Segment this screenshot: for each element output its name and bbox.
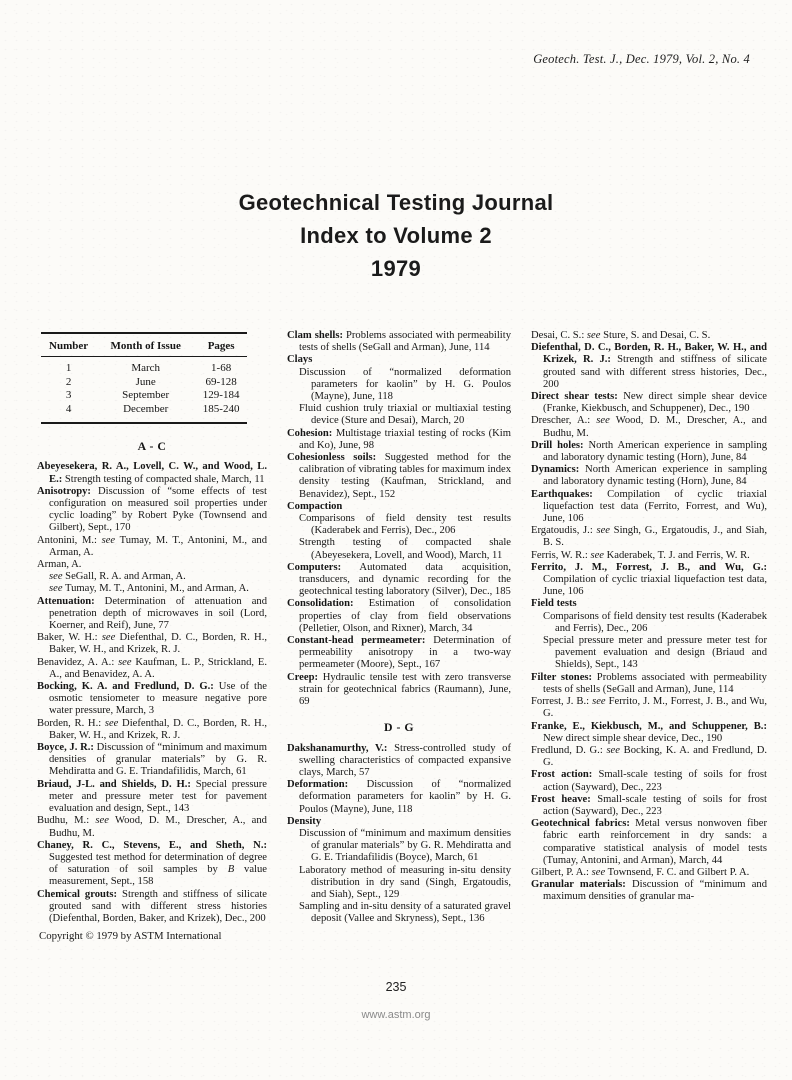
entry-text: Desai, C. S.: [531,330,587,341]
index-columns [37,330,767,942]
entry-text: Diefenthal, D. C., Borden, R. H., Baker, W. H., and Krizek, R. J. [49,632,267,656]
entry-text: Laboratory method of measuring in-situ density distribution in dry sand (Singh, Ergatoudis, and Siah), Sept., 129 [299,864,511,900]
entry-text: Ferris, W. R.: [531,549,591,561]
entry-text: Strength and stiffness of silicate grouted sand with different stress histories (Diefenthal, Borden, Baker, and Krizek), Dec., 200 [49,888,267,924]
entry-text: Discussion of “minimum and maximum densities of granular ma- [543,879,767,903]
entry-term: Constant-head permeameter: [287,635,426,647]
entry-text: value measurement, Sept., 158 [49,864,267,888]
index-column-1 [37,330,267,942]
issue-number: 3 [65,389,72,402]
index-entry [531,721,767,745]
entry-term: Compaction [287,500,343,512]
issue-table-row [41,389,247,403]
entry-text: Determination of permeability anisotropy in a two-way permeameter (Moore), Sept., 167 [299,635,511,671]
index-column-2 [287,330,511,942]
entry-text: Problems associated with permeability tests of shells (SeGall and Arman), June, 114 [299,330,511,354]
index-entry [531,562,767,599]
entry-text: Strength testing of compacted shale (Abeyesekera, Lovell, and Wood), March, 11 [299,537,511,561]
index-entry [37,889,267,926]
index-entry [287,403,511,427]
entry-term: Deformation: [287,779,349,791]
entry-see-ref: see [596,525,610,537]
entry-text: New direct simple shear device, Dec., 190 [543,732,723,744]
entries-column-3 [531,330,767,904]
index-entry [37,840,267,889]
entry-see-ref: see [606,744,620,756]
entry-text: Wood, D. M., Drescher, A., and Budhu, M. [543,415,767,439]
index-entry [531,818,767,867]
index-entry [531,330,767,342]
page-title [0,186,792,285]
entry-text: Stress-controlled study of swelling characteristics of compacted expansive clays, March, 57 [299,742,511,778]
entry-text: Suggested method for the calibration of vibrating tables for maximum index density testing (Kaufman, Strickland, and Benavidez), Sept., 152 [299,452,512,500]
issue-number: 2 [65,375,72,388]
copyright-notice: Copyright © 1979 by ASTM International [39,930,222,943]
entry-term: Drill holes: [531,439,584,451]
index-entry [37,742,267,779]
index-entry [37,779,267,816]
entry-term: Attenuation: [37,595,95,607]
entry-text: Fluid cushion truly triaxial or multiaxial testing device (Sture and Desai), March, 20 [299,403,511,427]
entry-text: Drescher, A.: [531,415,597,427]
entry-term: Dynamics: [531,464,580,476]
entry-see-ref: B [227,864,235,876]
entry-text: North American experience in sampling and laboratory dynamic testing (Horn), June, 84 [543,439,768,464]
entry-text: SeGall, R. A. and Arman, A. [62,571,186,583]
issue-table-header-month: Month of Issue [96,333,195,357]
entry-text: Sture, S. and Desai, C. S. [600,330,711,341]
issue-month: December [123,402,169,415]
entry-term: Computers: [287,561,342,573]
entry-text: Benavidez, A. A.: [37,656,119,668]
entry-see-ref: see [586,330,601,341]
publisher-website: www.astm.org [361,1009,431,1021]
entry-text: Discussion of “some effects of test configuration on measured soil properties under cyclic loading” by Robert Pyke (Townsend and Gilbert), Sept., 170 [49,485,267,534]
index-entry [531,672,767,696]
entry-text: Multistage triaxial testing of rocks (Kim and Ko), June, 98 [299,427,511,451]
entry-text: Comparisons of field density test results (Kaderabek and Ferris), Dec., 206 [543,610,767,634]
entry-text: Kaufman, L. P., Strickland, E. A., and Benavidez, A. A. [49,656,267,680]
entry-text: Use of the osmotic tensiometer to measure negative pore water pressure, March, 3 [49,681,267,717]
entry-text: Metal versus nonwoven fiber fabric earth reinforcement in dry sands: a comparative statistical analysis of model tests (Tumay, Antonini, and Arman), March, 44 [543,818,767,866]
index-entry [287,501,511,513]
index-entry [287,354,511,366]
entry-text: Arman, A. [37,559,82,571]
issue-number: 4 [65,402,72,415]
index-entry [287,513,511,537]
index-entry [531,879,767,903]
entry-text: Singh, G., Ergatoudis, J., and Siah, B. S. [543,525,767,549]
entry-term: Bocking, K. A. and Fredlund, D. G.: [37,681,214,693]
entry-term: Diefenthal, D. C., Borden, R. H., Baker, W. H., and Krizek, R. J.: [531,342,767,366]
entry-text: Tumay, M. T., Antonini, M., and Arman, A. [49,534,267,558]
index-entry [531,550,767,562]
entry-see-ref: see [49,583,63,595]
index-entry [37,596,267,633]
index-entry [287,428,511,452]
entries-column-2 [287,330,511,926]
title-line-journal: Geotechnical Testing Journal [238,190,554,215]
entry-text: Small-scale testing of soils for frost action (Sayward), Dec., 223 [543,793,767,817]
entry-text: Automated data acquisition, transducers, and dynamic recording for the geotechnical testing laboratory (Silver), Dec., 185 [299,561,511,598]
entry-text: Borden, R. H.: [37,717,105,729]
entry-text: Townsend, F. C. and Gilbert P. A. [605,866,750,878]
index-entry [37,461,267,485]
entry-text: Diefenthal, D. C., Borden, R. H., Baker, W. H., and Krizek, R. J. [49,717,267,741]
entry-term: Anisotropy: [37,485,91,497]
entry-term: Density [287,815,322,827]
issue-month: March [131,362,161,375]
entry-term: Chaney, R. C., Stevens, E., and Sheth, N.: [37,839,267,851]
entry-text: Suggested test method for determination of degree of saturation of soil samples by [49,851,267,876]
section-heading: D - G [383,720,415,735]
entry-text: Special pressure meter and pressure meter test for pavement evaluation and design, Sept., 143 [49,778,267,815]
index-entry [531,464,767,488]
index-entry [287,816,511,828]
entry-text: Small-scale testing of soils for frost action (Sayward), Dec., 223 [543,769,768,793]
index-entry [531,489,767,526]
entry-text: Strength testing of compacted shale, March, 11 [62,473,265,485]
issue-month: June [135,375,156,388]
index-entry [37,559,267,571]
index-entry [37,486,267,535]
index-entry [531,696,767,720]
index-entry [37,583,267,595]
entry-text: Baker, W. H.: [37,632,102,644]
index-entry [287,901,511,925]
issue-table-row [41,376,247,390]
index-entry [287,635,511,672]
index-entry [287,452,511,501]
index-entry [287,672,511,709]
index-entry [531,415,767,439]
entry-text: Gilbert, P. A.: [531,866,592,878]
entry-see-ref: see [104,717,119,729]
entry-text: New direct simple shear device (Franke, Kiekbusch, and Schuppener), Dec., 190 [543,391,768,415]
section-heading: A - C [137,439,167,454]
index-entry [37,657,267,681]
index-entry [37,718,267,742]
entry-text: Forrest, J. B.: [531,696,593,708]
index-entry [287,779,511,816]
index-entry [287,367,511,404]
index-entry [531,598,767,610]
entry-see-ref: see [590,549,604,561]
entry-see-ref: see [118,656,132,668]
entry-text: Strength and stiffness of silicate grouted sand with different stress histories, Dec., 200 [543,354,767,390]
entry-text: North American experience in sampling and laboratory dynamic testing (Horn), June, 84 [543,464,767,488]
entry-term: Boyce, J. R.: [37,742,94,754]
issue-table [41,332,247,424]
issue-month: September [122,389,170,402]
entry-term: Clam shells: [287,330,343,341]
issue-pages: 69-128 [205,375,237,388]
issue-table-row [41,357,247,376]
entry-text: Kaderabek, T. J. and Ferris, W. R. [603,549,750,561]
entry-term: Earthquakes: [531,488,593,500]
entry-text: Budhu, M.: [37,815,96,827]
issue-table-header-pages: Pages [195,333,247,357]
entry-see-ref: see [95,815,109,827]
entry-term: Cohesion: [287,427,333,439]
entry-see-ref: see [101,632,116,644]
index-entry [287,537,511,561]
journal-reference: Geotech. Test. J., Dec. 1979, Vol. 2, No. 4 [533,52,750,66]
entry-term: Clays [287,354,313,366]
entry-term: Briaud, J-L. and Shields, D. H.: [37,778,191,790]
entry-text: Fredlund, D. G.: [531,744,607,756]
entry-see-ref: see [101,534,116,546]
entry-text: Comparisons of field density test results (Kaderabek and Ferris), Dec., 206 [299,513,511,537]
entry-text: Tumay, M. T., Antonini, M., and Arman, A. [62,583,249,595]
entry-term: Creep: [287,671,318,683]
index-entry [37,815,267,839]
issue-table-row [41,403,247,424]
entry-text: Bocking, K. A. and Fredlund, D. G. [543,744,767,769]
entry-term: Frost heave: [531,793,591,805]
index-entry [531,611,767,635]
index-entry [531,794,767,818]
index-entry [531,769,767,793]
entry-text: Compilation of cyclic triaxial liquefaction test data, June, 106 [543,574,767,598]
index-entry [37,571,267,583]
index-entry [531,635,767,672]
index-entry [287,865,511,902]
entry-text: Estimation of consolidation properties of clay from field observations (Pelletier, Olson, and Rixner), March, 34 [299,598,511,634]
entry-text: Discussion of “minimum and maximum densities of granular materials” by G. R. Mehdiratta and G. E. Triandafilidis (Boyce), March, 61 [299,827,511,864]
entry-text: Discussion of “normalized deformation parameters for kaolin” by H. G. Poulos (Mayne), June, 118 [299,366,511,403]
entry-text: Compilation of cyclic triaxial liquefaction test data (Ferrito, Forrest, and Wu), June, 106 [543,488,767,525]
index-entry [531,745,767,769]
index-entry [287,828,511,865]
issue-pages: 185-240 [202,402,240,415]
entry-text: Hydraulic tensile test with zero transverse strain for geotechnical fabrics (Raumann), June, 69 [299,671,511,708]
issue-pages: 129-184 [202,389,240,402]
issue-number: 1 [65,362,72,375]
page-number: 235 [385,980,407,994]
index-entry [287,330,511,354]
entry-see-ref: see [49,571,63,583]
entry-text: Antonini, M.: [37,534,102,546]
entry-text: Sampling and in-situ density of a saturated gravel deposit (Vallee and Skryness), Sept., 136 [299,901,511,925]
entry-term: Direct shear tests: [531,391,618,403]
index-entry [531,867,767,879]
title-line-index: Index to Volume 2 [300,223,492,248]
entry-text: Determination of attenuation and penetration depth of microwaves in soil (Lord, Koerner, and Reif), June, 77 [49,595,267,632]
entry-term: Field tests [531,598,577,610]
entry-text: Ergatoudis, J.: [531,525,597,537]
entry-text: Ferrito, J. M., Forrest, J. B., and Wu, G. [543,696,767,720]
entry-term: Ferrito, J. M., Forrest, J. B., and Wu, G.: [531,561,767,573]
entry-text: Special pressure meter and pressure meter test for pavement evaluation and design (Briaud and Shields), Sept., 143 [543,635,767,671]
issue-pages: 1-68 [211,362,232,375]
index-entry [287,562,511,599]
entry-term: Frost action: [531,769,593,781]
entry-text: Discussion of “minimum and maximum densities of granular materials” by G. R. Mehdiratta and G. E. Triandafilidis, March, 61 [49,742,267,778]
index-entry [531,440,767,464]
index-entry [531,391,767,415]
entry-text: Wood, D. M., Drescher, A., and Budhu, M. [49,815,267,839]
entry-term: Filter stones: [531,671,593,683]
entry-term: Consolidation: [287,598,354,610]
entry-text: Problems associated with permeability tests of shells (SeGall and Arman), June, 114 [543,671,767,695]
entry-term: Dakshanamurthy, V.: [287,742,388,754]
index-entry [287,598,511,635]
entry-see-ref: see [592,696,606,708]
entry-text: Discussion of “normalized deformation parameters for kaolin” by H. G. Poulos (Mayne), June, 118 [299,779,511,815]
issue-table-header-number: Number [41,333,96,357]
entry-see-ref: see [596,415,610,427]
entry-see-ref: see [591,866,606,878]
title-line-year: 1979 [370,256,422,281]
entry-term: Chemical grouts: [37,888,118,900]
index-entry [37,632,267,656]
index-entry [531,342,767,391]
index-column-3 [531,330,767,942]
entries-column-1 [37,440,267,925]
index-entry [37,535,267,559]
index-entry [531,525,767,549]
issue-table-header-row [41,333,247,357]
entry-term: Cohesionless soils: [287,452,377,464]
entry-term: Granular materials: [531,879,626,891]
index-entry [37,681,267,718]
entry-term: Franke, E., Kiekbusch, M., and Schuppener, B.: [531,720,767,732]
entry-term: Abeyesekera, R. A., Lovell, C. W., and Wood, L. E.: [37,461,267,485]
index-entry [287,743,511,780]
entry-term: Geotechnical fabrics: [531,818,630,830]
